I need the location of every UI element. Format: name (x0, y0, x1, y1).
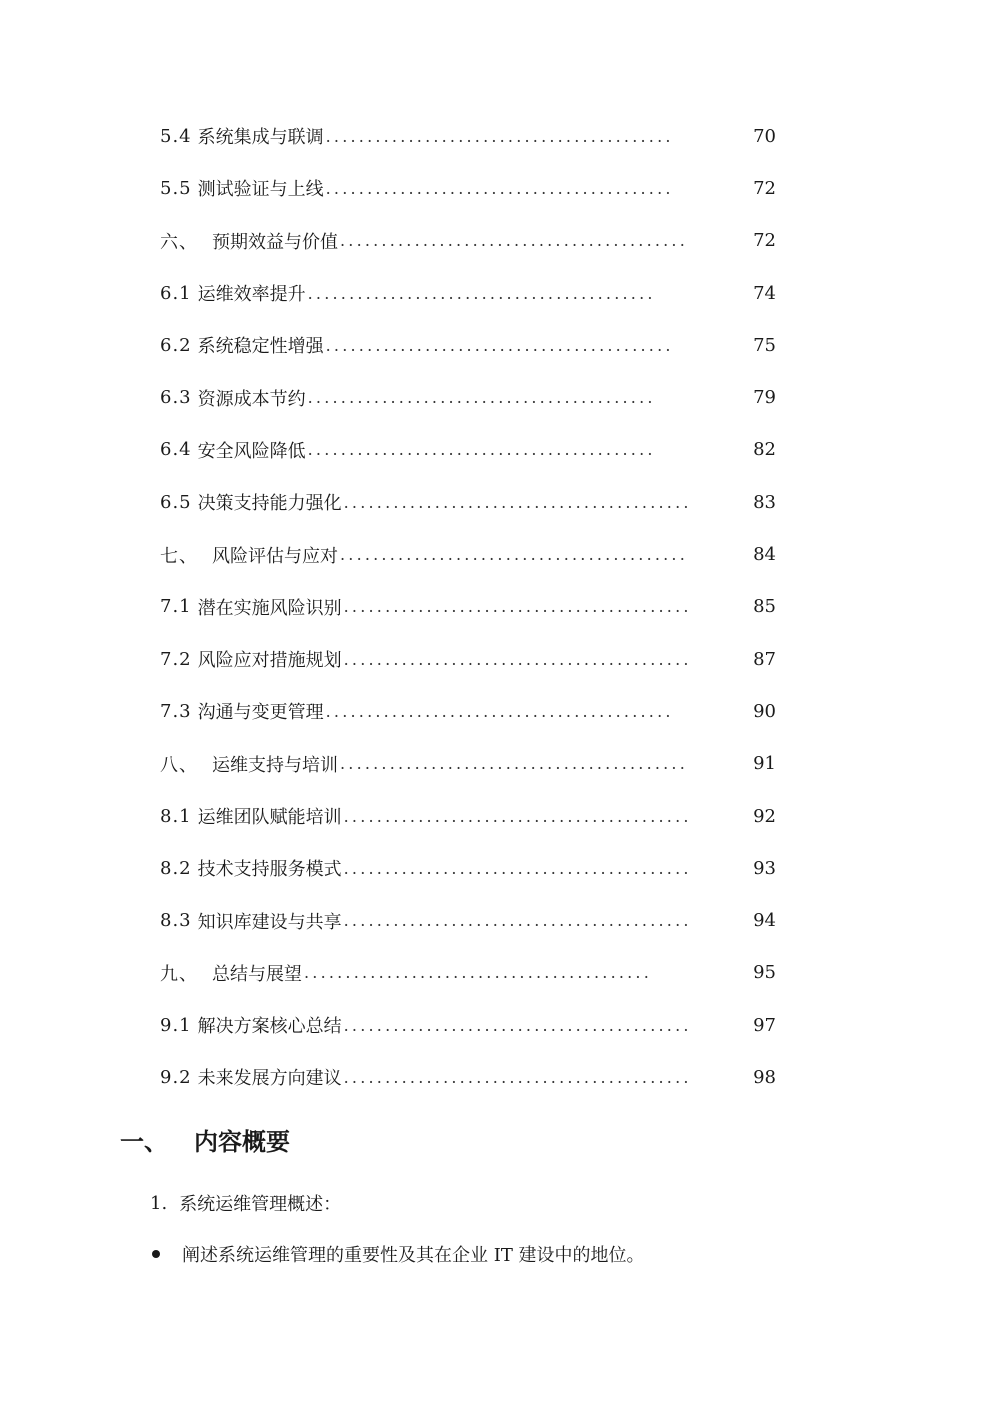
toc-chapter-entry[interactable] (160, 528, 776, 580)
toc-entry-page: 98 (753, 1066, 776, 1088)
toc-entry[interactable] (160, 633, 776, 685)
toc-entry-number: 6.4 (160, 439, 192, 461)
toc-entry-title: 风险评估与应对 (212, 545, 338, 567)
toc-entry-page: 82 (753, 439, 776, 461)
toc-entry-page: 93 (753, 857, 776, 879)
toc-leader-dots: .......................................... (343, 492, 692, 512)
toc-entry-title: 解决方案核心总结 (197, 1016, 342, 1038)
toc-entry[interactable] (160, 581, 776, 633)
toc-entry-title: 未来发展方向建议 (197, 1068, 342, 1090)
toc-entry-number: 7.2 (160, 648, 192, 670)
section-heading-number: 一、 (120, 1128, 168, 1156)
toc-entry-page: 84 (753, 544, 776, 566)
list-item-number: 1. (150, 1192, 168, 1214)
toc-entry-title: 风险应对措施规划 (197, 650, 342, 672)
toc-entry[interactable] (160, 110, 776, 162)
toc-entry[interactable] (160, 999, 776, 1051)
toc-entry-title: 总结与展望 (212, 963, 302, 985)
toc-entry-title: 运维支持与培训 (212, 754, 338, 776)
toc-entry[interactable] (160, 371, 776, 423)
toc-entry-page: 75 (753, 334, 776, 356)
toc-entry-title: 测试验证与上线 (197, 179, 324, 201)
toc-chapter-number: 九、 (160, 963, 198, 985)
toc-entry[interactable] (160, 267, 776, 319)
toc-entry-title: 决策支持能力强化 (197, 493, 342, 515)
toc-entry-number: 5.4 (160, 125, 192, 147)
toc-entry-page: 91 (753, 753, 776, 775)
toc-entry-number: 8.2 (160, 857, 192, 879)
toc-leader-dots: .......................................... (343, 649, 692, 669)
toc-entry-title: 预期效益与价值 (212, 231, 338, 253)
toc-entry-title: 系统稳定性增强 (197, 336, 324, 358)
toc-leader-dots: .......................................... (343, 1067, 692, 1087)
toc-leader-dots: .......................................... (343, 597, 692, 617)
toc-chapter-entry[interactable] (160, 738, 776, 790)
toc-entry-title: 沟通与变更管理 (197, 702, 324, 724)
section-heading (120, 1122, 290, 1157)
toc-leader-dots: .......................................... (340, 231, 689, 251)
toc-entry-number: 7.1 (160, 596, 192, 618)
toc-leader-dots: .......................................... (304, 963, 653, 983)
toc-entry[interactable] (160, 162, 776, 214)
toc-chapter-number: 八、 (160, 754, 198, 776)
toc-leader-dots: .......................................... (343, 1015, 692, 1035)
toc-entry[interactable] (160, 319, 776, 371)
toc-entry-page: 95 (753, 962, 776, 984)
toc-entry-number: 9.1 (160, 1014, 192, 1036)
toc-entry-title: 资源成本节约 (197, 388, 306, 410)
toc-chapter-number: 七、 (160, 545, 198, 567)
toc-entry[interactable] (160, 476, 776, 528)
bullet-list-item (150, 1241, 645, 1267)
toc-leader-dots: .......................................... (307, 388, 656, 408)
toc-entry[interactable] (160, 842, 776, 894)
toc-entry-number: 8.1 (160, 805, 192, 827)
list-item-text: 系统运维管理概述： (179, 1194, 342, 1215)
toc-entry-page: 70 (753, 125, 776, 147)
toc-entry-page: 74 (753, 282, 776, 304)
toc-entry[interactable] (160, 1051, 776, 1103)
toc-entry-title: 运维团队赋能培训 (197, 807, 342, 828)
toc-entry-page: 72 (753, 230, 776, 252)
toc-entry-page: 90 (753, 700, 776, 722)
toc-leader-dots: .......................................... (343, 911, 692, 931)
toc-chapter-number: 六、 (160, 231, 198, 253)
bullet-item-text: 阐述系统运维管理的重要性及其在企业 IT 建设中的地位。 (182, 1245, 645, 1266)
toc-entry-page: 79 (753, 387, 776, 409)
toc-leader-dots: .......................................... (340, 545, 689, 565)
bullet-icon (152, 1250, 160, 1258)
toc-entry-title: 系统集成与联调 (197, 127, 324, 149)
toc-chapter-entry[interactable] (160, 947, 776, 999)
toc-entry-title: 安全风险降低 (197, 440, 306, 462)
toc-entry-page: 72 (753, 177, 776, 199)
toc-entry-number: 7.3 (160, 700, 192, 722)
toc-entry-page: 92 (753, 805, 776, 827)
toc-leader-dots: .......................................... (325, 126, 674, 146)
toc-entry-page: 85 (753, 596, 776, 618)
toc-entry-page: 97 (753, 1014, 776, 1036)
toc-leader-dots: .......................................... (325, 178, 674, 198)
toc-entry-number: 8.3 (160, 910, 192, 932)
toc-entry-title: 潜在实施风险识别 (197, 597, 342, 619)
toc-entry-number: 6.3 (160, 387, 192, 409)
toc-leader-dots: .......................................... (340, 754, 689, 774)
numbered-list-item (150, 1190, 341, 1216)
toc-leader-dots: .......................................... (343, 806, 692, 826)
toc-chapter-entry[interactable] (160, 215, 776, 267)
toc-entry-page: 87 (753, 648, 776, 670)
toc-entry-page: 83 (753, 491, 776, 513)
table-of-contents (160, 110, 776, 1104)
toc-entry-page: 94 (753, 910, 776, 932)
toc-entry-title: 技术支持服务模式 (197, 859, 342, 881)
toc-leader-dots: .......................................... (307, 440, 656, 460)
toc-entry-title: 运维效率提升 (197, 284, 306, 306)
toc-leader-dots: .......................................... (307, 283, 656, 303)
toc-leader-dots: .......................................... (325, 701, 674, 721)
toc-leader-dots: .......................................... (343, 858, 692, 878)
toc-entry[interactable] (160, 424, 776, 476)
toc-entry-title: 知识库建设与共享 (197, 911, 342, 933)
section-heading-title: 内容概要 (194, 1128, 290, 1156)
toc-entry[interactable] (160, 894, 776, 946)
toc-entry-number: 5.5 (160, 177, 192, 199)
toc-entry-number: 6.2 (160, 334, 192, 356)
toc-entry-number: 6.1 (160, 282, 192, 304)
toc-entry-number: 6.5 (160, 491, 192, 513)
toc-entry[interactable] (160, 685, 776, 737)
toc-entry-number: 9.2 (160, 1066, 192, 1088)
toc-entry[interactable] (160, 790, 776, 842)
toc-leader-dots: .......................................... (325, 335, 674, 355)
